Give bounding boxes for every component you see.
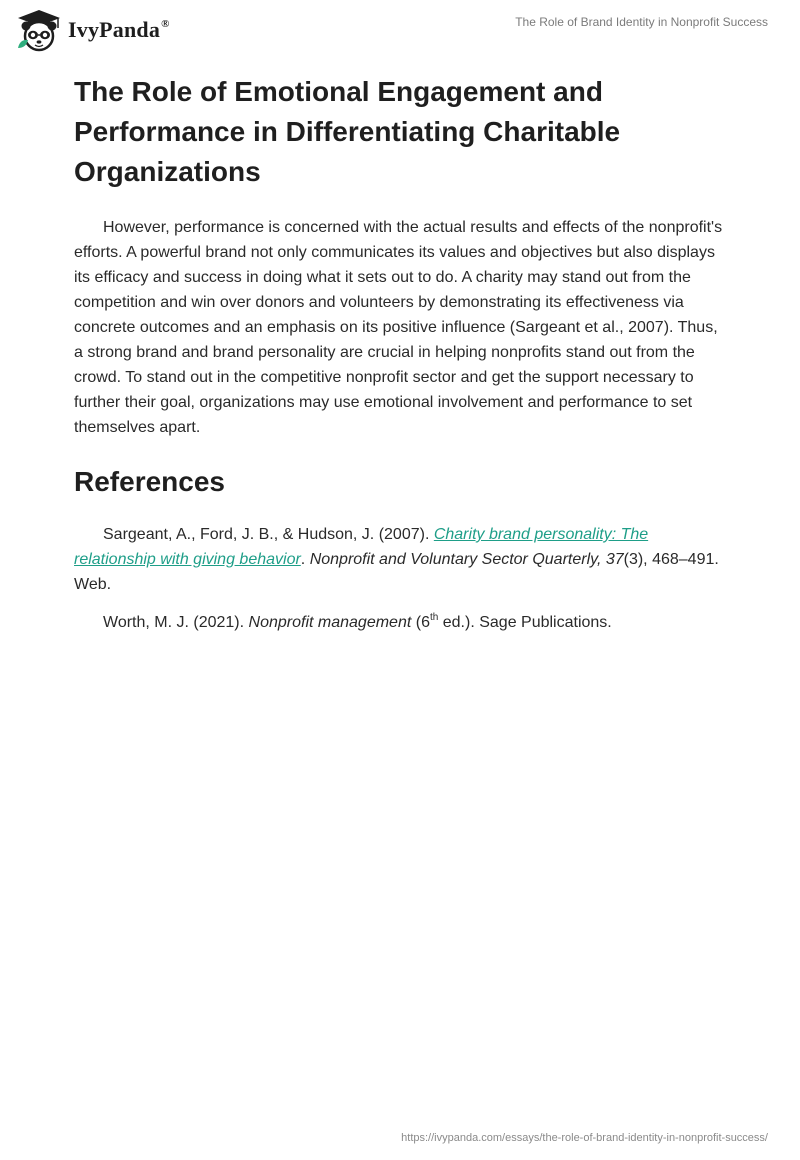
page-header xyxy=(0,0,800,64)
body-paragraph: However, performance is concerned with the actual results and effects of the nonprofit's efforts. A powerful brand not only communicates its values and objectives but also displays its efficacy and success in doing what it sets out to do. A charity may stand out from the competition and win over donors and volunteers by demonstrating its effectiveness via concrete outcomes and an emphasis on its positive influence (Sargeant et al., 2007). Thus, a strong brand and brand personality are crucial in helping nonprofits stand out from the crowd. To stand out in the competitive nonprofit sector and get the support necessary to further their goal, organizations may use emotional involvement and performance to set themselves apart. xyxy=(74,219,723,436)
document-title: The Role of Brand Identity in Nonprofit Success xyxy=(515,15,768,29)
panda-icon xyxy=(14,8,64,52)
article-content xyxy=(74,72,726,648)
reference-item: Worth, M. J. (2021). Nonprofit management (6th ed.). Sage Publications. xyxy=(103,612,612,631)
footer-url[interactable]: https://ivypanda.com/essays/the-role-of-brand-identity-in-nonprofit-success/ xyxy=(401,1132,768,1144)
ivypanda-logo[interactable] xyxy=(14,8,170,52)
brand-name: IvyPanda® xyxy=(68,17,170,42)
references-heading: References xyxy=(74,466,225,497)
reference-link[interactable]: Charity brand personality: The relationship with giving behavior xyxy=(74,526,649,568)
reference-item: Sargeant, A., Ford, J. B., & Hudson, J. (2007). Charity brand personality: The relationship with giving behavior. Nonprofit and Voluntary Sector Quarterly, 37(3), 468–491. Web. xyxy=(74,526,719,593)
section-heading: The Role of Emotional Engagement and Performance in Differentiating Charitable Organizations xyxy=(74,76,621,187)
